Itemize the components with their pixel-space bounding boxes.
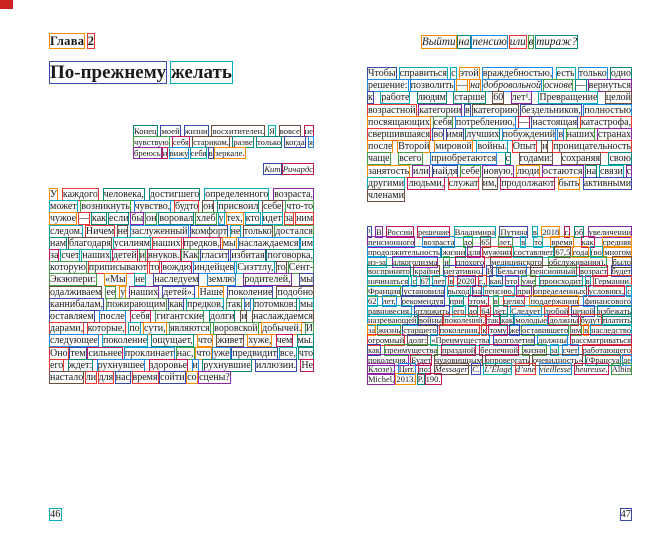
page-number-right: 47 — [620, 509, 631, 520]
epigraph-author: Кит Ричардс — [264, 164, 313, 174]
scan-artifact-mark — [0, 0, 13, 9]
footnote-text: ¹ В России решение Владимира Путина в 2018 г. об увеличении пенсионного возраста до 65 лет, в то время как средняя продолжительность жизни для мужчин составляет 67,5 года (во многом из-за алкоголизма и плохого медицинского обслуживания), было воспринято крайне негативно. В Бельгии пенсионный возраст будет начинаться с 67 лет в 2020 г., как это уже происходит в Германии. Франция установила выход на пенсию, при определенных условиях, с 62 лет, рекомендуя при этом, в целях поддержания финансового равновесия, отложить его до 64 лет. Следует любой ценой избежать назревающей войны поколений, так как молодые должны будут платить за жизнь старшего поколения, к тому же оставившего им в наследство огромный долг: «Преимущества долголетия должны рассматриваться как преимущества праздной беспечной жизни за счет работающего поколения. Будет чудовищным опровергать очевидность» (Франсуа де Клозе). Цит. по: Messager C. L’Eloge d’une vieillesse heureuse. Albin Michel, 2013. P. 190. — [368, 227, 632, 385]
chapter-label: Глава 2 — [50, 34, 95, 48]
body-text-left: У каждого человека, достигшего определенного возраста, может возникнуть чувство, будто он присвоил себе что-то чужое — как если бы он воровал хлеб у тех, кто идет за ним следом. Ничем не заслуженный комфорт не только достался нам благодаря усилиям наших предков, мы наслаждаемся им за счет наших детей и внуков. Как гласит избитая поговорка, которую приписывают то вождю индейцев Сиэттлу, то Сент-Экзюпери: «Мы не наследуем землю родителей, мы одалживаем ее у наших детей». Наше поколение подобно каннибалам, пожирающим как предков, так и потомков: мы оставляем после себя гигантские долги и наслаждаемся дарами, которые, по сути, являются воровской добычей. И следующее поколение ощущает, что живет хуже, чем мы. Оно тем сильнее проклинает нас, что уже предвидит все, что его ждет: рухнувшее здоровье и рухнувшие иллюзии. Не настало ли для нас время сойти со сцены? — [50, 189, 314, 384]
chapter-title: По-прежнему желать — [50, 62, 232, 83]
page-number-left: 46 — [50, 509, 61, 520]
page-left — [50, 0, 313, 540]
epigraph-block — [134, 126, 313, 174]
running-header: Выйти на пенсию или в тираж? — [421, 36, 578, 48]
body-text-right: Чтобы справиться с этой враждебностью, есть только одно решение: позволить — на добровольной основе — вернуться к работе людям старше 60 лет¹. Превращение целой возрастной категории в категорию бездельников, полностью посвящающих себя потреблению, — настоящая катастрофа, свершившаяся во имя лучших побуждений в наших странах после Второй мировой войны. Опыт и проницательность чаще всего приобретаются с годами: сохраняя свою занятость или найдя себе новую, люди остаются на связи с другими людьми, служат им, продолжают быть активными членами — [368, 68, 632, 202]
epigraph-text: Конец моей жизни восхитителен. Я вовсе не чувствую себя стариком, разве только когда я бреюсь и вижу себя в зеркале. — [134, 126, 313, 158]
page-right — [368, 0, 631, 540]
